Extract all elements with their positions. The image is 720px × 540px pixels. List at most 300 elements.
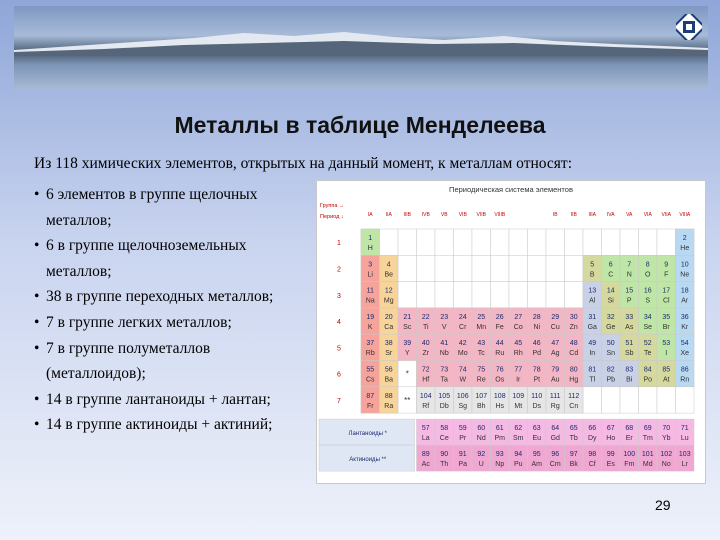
element-number: 75 [477,366,486,374]
header-banner-image [14,6,708,90]
element-number: 71 [680,425,689,433]
bullet-item [34,310,324,336]
element-symbol: Mn [476,323,487,331]
element-symbol: Al [589,297,596,305]
element-number: 73 [440,366,449,374]
element-symbol: W [459,376,467,384]
element-number: 27 [514,313,523,321]
element-symbol: V [441,323,447,331]
element-number: 93 [495,451,504,459]
element-symbol: Dy [587,435,597,443]
element-symbol: Ar [681,297,689,305]
period-label: 3 [337,292,341,300]
element-number: 37 [366,340,375,348]
element-number: 2 [682,235,687,242]
table-grid-cell [602,229,621,255]
element-symbol: Au [550,376,560,384]
element-symbol: Ti [422,323,429,331]
element-number: 92 [477,451,486,459]
element-number: 81 [588,366,597,374]
bullet-item [34,387,324,413]
group-header: IIIB [403,212,412,218]
element-number: 19 [366,313,375,321]
element-symbol: Cs [365,376,375,384]
element-symbol: No [661,461,671,469]
element-symbol: Y [404,350,410,358]
table-grid-cell [602,387,621,413]
element-number: 111 [549,392,561,400]
table-grid-cell [435,282,454,308]
element-symbol: Th [440,461,449,469]
element-symbol: Bi [626,376,633,384]
element-symbol: Es [606,461,615,469]
element-number: 16 [643,287,652,295]
group-header: IVB [421,212,430,218]
element-symbol: Na [365,297,375,305]
element-symbol: K [367,323,373,331]
group-header: VIIIB [494,212,506,218]
element-symbol: Sr [385,350,393,358]
element-symbol: Sc [403,323,412,331]
bullet-item [34,233,324,284]
element-symbol: Te [644,350,652,358]
element-symbol: Sm [513,435,524,443]
element-symbol: Sg [458,402,468,410]
element-symbol: Lu [680,435,689,443]
institution-logo-icon [676,14,702,40]
element-number: 110 [531,392,543,400]
group-header: IVA [606,212,615,218]
element-symbol: Co [513,323,523,331]
element-number: 36 [680,313,689,321]
element-symbol: Pt [533,376,541,384]
element-symbol: Ru [495,350,505,358]
bullet-item [34,336,324,387]
element-symbol: F [664,271,669,279]
element-number: 107 [475,392,488,400]
element-number: 99 [606,451,615,459]
element-symbol: Ca [384,323,394,331]
element-symbol: Se [643,323,653,331]
element-number: 44 [495,340,504,348]
table-grid-cell [546,255,565,281]
element-symbol: Md [642,461,653,469]
table-grid-cell [491,255,510,281]
element-number: 6 [608,261,613,269]
element-number: 4 [386,261,391,269]
element-symbol: Gd [550,435,560,443]
element-number: 108 [493,392,506,400]
group-header: IIA [385,212,392,218]
element-number: 84 [643,366,652,374]
bullet-line: металлов; [46,211,112,229]
element-symbol: Xe [680,350,690,358]
element-number: 46 [532,340,541,348]
element-symbol: Np [495,461,505,469]
mountain-silhouette [14,28,708,56]
element-number: 89 [421,451,430,459]
element-number: 69 [643,425,652,433]
element-symbol: P [626,297,632,305]
bullet-list [34,182,324,438]
element-number: 12 [384,287,393,295]
table-grid-cell [398,255,417,281]
period-label: 7 [337,397,341,405]
element-number: 78 [532,366,541,374]
element-number: 51 [625,340,634,348]
element-symbol: Lr [681,461,688,469]
element-number: 14 [606,287,615,295]
element-symbol: Ta [440,376,448,384]
element-number: 47 [551,340,560,348]
bullet-item [34,284,324,310]
lanthanides-label: Лантаноиды * [348,431,387,438]
element-number: 63 [532,425,541,433]
element-symbol: Bh [476,402,486,410]
table-grid-cell [509,255,528,281]
element-number: 25 [477,313,486,321]
table-grid-cell [528,282,547,308]
bullet-line: • 6 в группе щелочноземельных [46,237,247,255]
element-number: 57 [421,425,430,433]
element-symbol: Bk [569,461,578,469]
element-number: 70 [662,425,671,433]
group-header: VIIB [476,212,486,218]
element-symbol: Cl [662,297,670,305]
table-grid-cell [454,255,473,281]
element-symbol: Er [625,435,633,443]
element-symbol: In [589,350,596,358]
table-grid-cell [546,229,565,255]
table-grid-cell [528,229,547,255]
element-number: 18 [680,287,689,295]
element-symbol: Mg [383,297,394,305]
element-number: 109 [512,392,525,400]
element-number: 74 [458,366,467,374]
table-grid-cell [380,229,399,255]
element-number: 66 [588,425,597,433]
table-grid-cell [620,387,639,413]
element-number: 34 [643,313,652,321]
element-symbol: Ni [533,323,541,331]
element-number: 90 [440,451,449,459]
table-grid-cell [472,282,491,308]
element-symbol: Si [607,297,614,305]
table-grid-cell [509,229,528,255]
bullet-line: • 38 в группе переходных металлов; [46,288,274,306]
element-symbol: Eu [532,435,542,443]
table-grid-cell [583,229,602,255]
element-symbol: Rg [550,402,560,410]
element-symbol: Os [495,376,505,384]
element-symbol: As [625,323,634,331]
element-symbol: Pa [458,461,468,469]
element-number: 87 [366,392,375,400]
element-number: 91 [458,451,467,459]
element-symbol: Cm [549,461,561,469]
element-number: 24 [458,313,467,321]
table-grid-cell [417,229,436,255]
element-symbol: He [680,245,690,252]
element-symbol: Ac [421,461,430,469]
element-number: 80 [569,366,578,374]
table-grid-cell [528,255,547,281]
element-number: 88 [384,392,393,400]
element-number: 30 [569,313,578,321]
element-symbol: Rf [422,402,430,410]
table-grid-cell [565,229,584,255]
element-number: 76 [495,366,504,374]
element-number: 26 [495,313,504,321]
element-number: 85 [662,366,671,374]
bullet-line: • 14 в группе актиноиды + актиний; [46,416,273,434]
element-number: 104 [419,392,432,400]
element-symbol: Zr [422,350,430,358]
element-number: 86 [680,366,689,374]
element-symbol: Ce [439,435,449,443]
element-symbol: Ba [384,376,394,384]
element-symbol: Sn [606,350,616,358]
period-axis-label: Период ↓ [320,214,344,220]
element-number: 5 [590,261,595,269]
element-number: 40 [421,340,430,348]
period-label: 6 [337,371,341,379]
element-symbol: Ag [550,350,560,358]
element-number: 43 [477,340,486,348]
element-number: 54 [680,340,689,348]
element-symbol: Br [662,323,670,331]
element-symbol: Ga [587,323,597,331]
element-symbol: Hf [422,376,430,384]
period-label: 2 [337,266,341,274]
element-number: 68 [625,425,634,433]
bullet-item [34,412,324,438]
table-grid-cell [657,387,676,413]
element-number: 35 [662,313,671,321]
element-symbol: Tl [589,376,596,384]
element-number: 77 [514,366,523,374]
element-number: 72 [421,366,430,374]
element-number: 23 [440,313,449,321]
element-number: 61 [495,425,504,433]
group-header: VIB [458,212,467,218]
element-number: 50 [606,340,615,348]
element-symbol: U [478,461,484,469]
element-symbol: Tb [569,435,578,443]
element-number: 32 [606,313,615,321]
table-grid-cell [546,282,565,308]
element-symbol: Zn [569,323,578,331]
element-symbol: Mo [457,350,468,358]
element-number: 65 [569,425,578,433]
table-grid-cell [657,229,676,255]
element-number: 112 [568,392,580,400]
bullet-line: • 7 в группе легких металлов; [46,313,232,331]
element-symbol: Am [531,461,542,469]
group-header: VB [440,212,448,218]
table-grid-cell [565,282,584,308]
element-number: 98 [588,451,597,459]
element-symbol: Cu [550,323,560,331]
element-number: 53 [662,340,671,348]
bullet-item [34,182,324,233]
element-number: 45 [514,340,523,348]
element-number: 11 [366,287,374,295]
element-symbol: Ir [516,376,521,384]
element-number: 29 [551,313,560,321]
element-symbol: Hg [569,376,579,384]
bullet-line: • 14 в группе лантаноиды + лантан; [46,390,271,408]
element-number: 59 [458,425,467,433]
page-number: 29 [655,497,671,513]
element-number: 28 [532,313,541,321]
element-symbol: Fr [366,402,374,410]
element-number: 15 [625,287,634,295]
table-title: Периодическая система элементов [449,185,573,194]
element-symbol: Db [439,402,449,410]
table-grid-cell [676,387,695,413]
element-symbol: Cd [569,350,579,358]
element-symbol: Nd [476,435,486,443]
bullet-line: • 7 в группе полуметаллов [46,339,211,357]
table-grid-cell [639,229,658,255]
element-number: 31 [588,313,597,321]
element-symbol: Ge [606,323,616,331]
table-grid-cell [398,229,417,255]
bullet-line: • 6 элементов в группе щелочных [46,186,258,203]
element-symbol: Kr [681,323,689,331]
element-symbol: Rb [365,350,375,358]
period-label: 5 [337,345,341,353]
element-symbol: Mt [514,402,523,410]
table-grid-cell [583,387,602,413]
table-grid-cell [620,229,639,255]
table-grid-cell [435,255,454,281]
element-number: 42 [458,340,467,348]
element-symbol: N [626,271,632,279]
element-number: 95 [532,451,541,459]
element-number: 106 [456,392,469,400]
element-symbol: Po [643,376,653,384]
element-number: 94 [514,451,523,459]
table-grid-cell [454,282,473,308]
element-number: 103 [678,451,691,459]
element-number: 9 [664,261,669,269]
element-symbol: At [662,376,670,384]
element-number: 64 [551,425,560,433]
element-symbol: S [645,297,651,305]
element-symbol: C [608,271,614,279]
group-header: VIIA [661,212,671,218]
element-symbol: Fe [495,323,504,331]
element-number: 7 [627,261,632,269]
element-symbol: I [665,350,668,358]
group-header: IA [367,212,373,218]
element-symbol: Be [384,271,394,279]
actinide-marker: ** [404,395,411,405]
element-symbol: Re [476,376,486,384]
element-symbol: Ho [606,435,616,443]
element-number: 96 [551,451,560,459]
element-symbol: B [589,271,595,279]
table-grid-cell [417,282,436,308]
element-symbol: Ra [384,402,394,410]
element-number: 41 [440,340,449,348]
element-number: 105 [438,392,451,400]
element-symbol: La [421,435,430,443]
element-number: 13 [588,287,597,295]
actinides-label: Актиноиды ** [349,457,387,464]
table-grid-cell [639,387,658,413]
element-number: 10 [680,261,689,269]
bullet-line: металлов; [46,262,112,280]
intro-text: Из 118 химических элементов, открытых на данный момент, к металлам относят: [34,155,573,172]
element-number: 1 [368,235,373,242]
element-symbol: Pd [532,350,542,358]
element-symbol: Yb [661,435,671,443]
group-header: VIA [643,212,652,218]
table-grid-cell [565,255,584,281]
group-header: VA [626,212,633,218]
element-number: 82 [606,366,615,374]
element-symbol: Pr [459,435,467,443]
element-number: 8 [645,261,650,269]
element-number: 67 [606,425,615,433]
element-number: 62 [514,425,523,433]
element-number: 3 [368,261,373,269]
element-symbol: Pb [606,376,616,384]
element-number: 20 [384,313,393,321]
element-symbol: O [645,271,651,279]
group-header: VIIIA [679,212,691,218]
element-symbol: H [367,245,373,252]
group-header: IB [552,212,558,218]
element-symbol: Cr [459,323,467,331]
element-symbol: Li [367,271,373,279]
element-number: 55 [366,366,375,374]
element-symbol: Nb [439,350,449,358]
group-axis-label: Группа → [320,203,345,209]
element-number: 56 [384,366,393,374]
element-number: 101 [641,451,654,459]
periodic-table [316,180,706,484]
element-symbol: Hs [495,402,505,410]
element-number: 22 [421,313,430,321]
element-number: 102 [660,451,673,459]
group-header: IIIA [588,212,597,218]
element-number: 38 [384,340,393,348]
table-grid-cell [509,282,528,308]
element-number: 33 [625,313,634,321]
table-grid-cell [454,229,473,255]
element-symbol: Pu [513,461,523,469]
group-header: IIB [570,212,577,218]
element-symbol: Fm [624,461,635,469]
element-symbol: Cf [588,461,596,469]
table-grid-cell [398,282,417,308]
slide-title: Металлы в таблице Менделеева [174,112,546,138]
table-grid-cell [435,229,454,255]
bullet-line: (металлоидов); [46,365,146,383]
table-grid-cell [472,255,491,281]
table-grid-cell [491,229,510,255]
element-symbol: Pm [494,435,505,443]
element-number: 58 [440,425,449,433]
period-label: 1 [337,240,341,248]
element-number: 21 [403,313,412,321]
element-number: 17 [662,287,671,295]
table-grid-cell [491,282,510,308]
